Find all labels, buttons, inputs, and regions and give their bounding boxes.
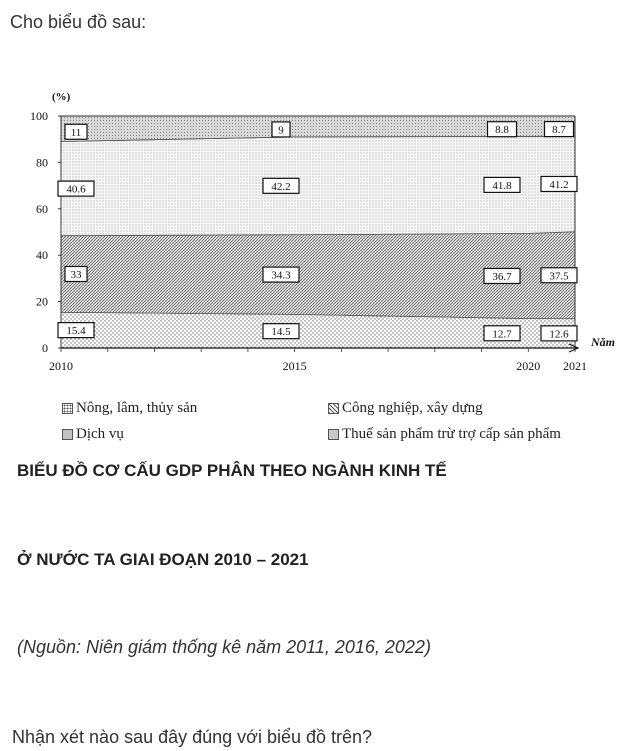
data-label: 41.8 [492,179,512,192]
legend-item-industry [328,400,483,417]
data-label-box [488,122,517,137]
intro-text: Cho biểu đồ sau: [10,12,147,32]
data-label: 9 [278,124,284,137]
legend-item-taxes [328,426,561,443]
legend-item-services [62,426,124,443]
legend-label: Nông, lâm, thủy sản [76,400,198,416]
data-label: 11 [70,126,82,139]
data-label: 34.3 [271,269,291,282]
data-label-box [541,176,577,191]
stacked-area-chart [0,80,630,390]
question-text: Nhận xét nào sau đây đúng với biểu đồ trên? [12,727,373,747]
source-note: (Nguồn: Niên giám thống kê năm 2011, 2016, 2022) [17,637,431,657]
data-label-box [484,326,520,341]
y-tick-label: 80 [36,155,48,170]
legend-label: Dịch vụ [76,426,124,442]
legend-swatch-hatch-icon [328,403,339,414]
data-label-box [545,122,574,137]
y-tick-label: 40 [36,248,48,263]
x-tick-label: 2020 [516,359,541,373]
data-label-box [65,266,87,281]
data-label: 41.2 [549,178,569,191]
data-label-box [58,181,94,196]
data-label-box [65,124,87,139]
data-label: 40.6 [66,183,86,196]
y-tick-label: 100 [30,109,48,123]
legend-label: Thuế sản phẩm trừ trợ cấp sản phẩm [342,426,561,442]
legend-label: Công nghiệp, xây dựng [342,400,483,416]
data-label-box [263,267,299,282]
legend-swatch-dots-icon [62,403,73,414]
data-label-box [58,323,94,338]
data-label: 8.8 [495,124,509,137]
x-tick-label: 2021 [563,359,587,373]
chart-title-line1: BIỂU ĐỒ CƠ CẤU GDP PHÂN THEO NGÀNH KINH TẾ [17,461,447,480]
data-label: 42.2 [271,180,291,193]
data-label: 33 [70,268,82,281]
data-label-box [272,122,290,137]
data-label: 15.4 [66,325,86,338]
legend-swatch-light-icon [62,429,73,440]
data-label-box [541,268,577,283]
data-label: 37.5 [549,270,569,283]
data-label: 8.7 [552,124,566,137]
x-tick-label: 2010 [49,359,73,373]
data-label-box [541,326,577,341]
data-label: 12.7 [492,328,512,341]
data-label: 36.7 [492,270,512,283]
y-tick-label: 0 [42,341,48,355]
chart-title-line2: Ở NƯỚC TA GIAI ĐOẠN 2010 – 2021 [17,550,309,569]
legend-swatch-grey-icon [328,429,339,440]
area-layers [61,116,575,348]
y-axis-unit-label: (%) [52,91,71,103]
x-axis-label: Năm [591,335,615,349]
data-label-box [484,268,520,283]
y-tick-label: 60 [36,201,48,216]
y-tick-label: 20 [36,294,48,309]
x-tick-label: 2015 [282,359,307,373]
data-label: 14.5 [271,326,291,339]
data-label: 12.6 [549,328,569,341]
data-label-box [263,324,299,339]
data-label-box [484,177,520,192]
data-label-box [263,178,299,193]
legend-item-agriculture [62,400,197,417]
